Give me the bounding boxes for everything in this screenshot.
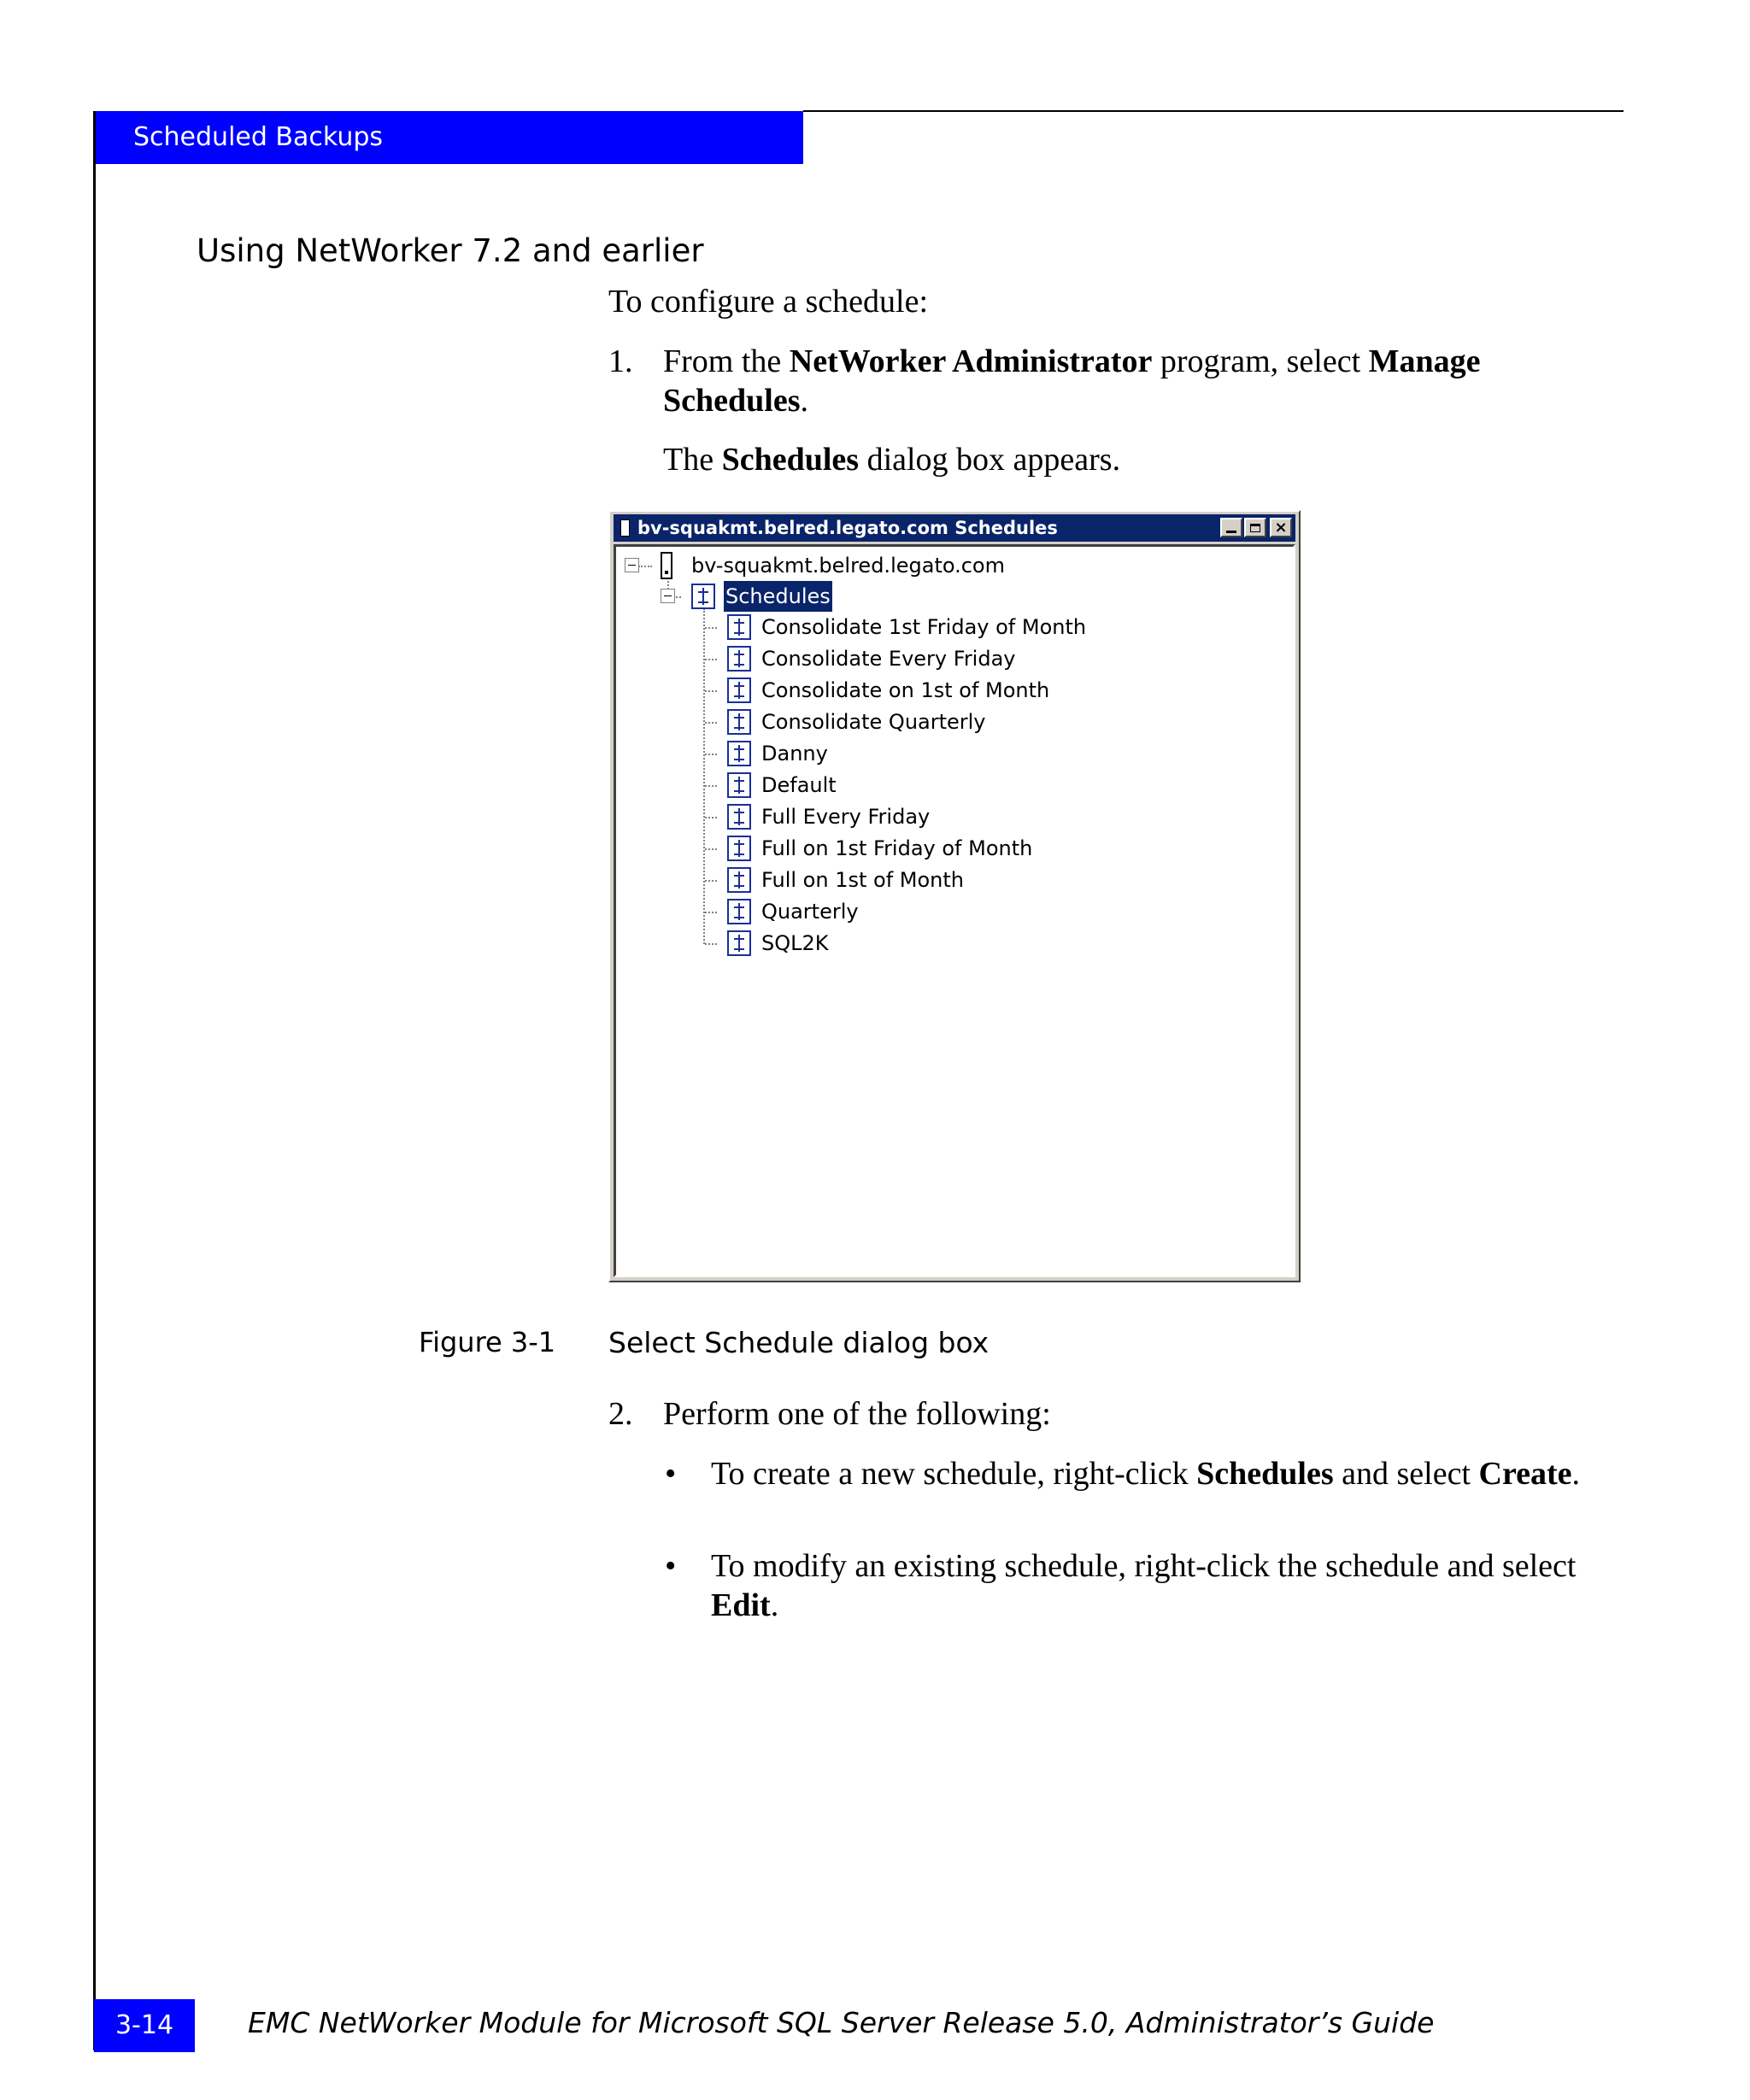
schedule-icon (727, 804, 751, 830)
schedule-tree-item[interactable] (616, 801, 1291, 832)
schedule-icon (727, 867, 751, 893)
schedule-name: Danny (761, 742, 828, 766)
step-2-text: Perform one of the following: (663, 1396, 1051, 1432)
schedule-name: Consolidate Quarterly (761, 710, 986, 734)
dialog-titlebar[interactable] (614, 514, 1295, 542)
schedule-icon (727, 836, 751, 861)
tree-node-label: Schedules (724, 581, 832, 612)
section-header-label: Scheduled Backups (133, 122, 384, 152)
schedule-name: Consolidate on 1st of Month (761, 678, 1050, 702)
schedule-name: Full on 1st of Month (761, 868, 964, 892)
schedules-term: Schedules (721, 442, 860, 478)
create-term: Create (1478, 1456, 1572, 1492)
page-number: 3-14 (94, 1999, 195, 2052)
maximize-button[interactable] (1244, 518, 1266, 537)
schedule-name: Consolidate Every Friday (761, 647, 1016, 671)
tree-node-label: bv-squakmt.belred.legato.com (691, 554, 1005, 578)
maximize-icon (1250, 524, 1260, 532)
tree-node-server[interactable] (616, 550, 1291, 581)
schedule-tree-item[interactable] (616, 865, 1291, 895)
schedule-tree-item[interactable] (616, 833, 1291, 864)
edit-term: Edit (711, 1587, 771, 1623)
dialog-title: bv-squakmt.belred.legato.com Schedules (637, 518, 1058, 538)
bullet-marker: • (665, 1456, 677, 1492)
schedule-name: Full Every Friday (761, 805, 931, 829)
schedule-tree-item[interactable] (616, 612, 1291, 642)
schedule-icon (727, 930, 751, 956)
schedule-name: Full on 1st Friday of Month (761, 836, 1033, 860)
schedule-name: Default (761, 773, 837, 797)
schedule-tree-item[interactable] (616, 770, 1291, 801)
schedule-tree[interactable] (614, 544, 1295, 1277)
step-2-number: 2. (608, 1396, 633, 1432)
schedule-tree-item[interactable] (616, 896, 1291, 927)
schedule-icon (727, 899, 751, 924)
bullet-marker: • (665, 1548, 677, 1584)
bullet-create-schedule: To create a new schedule, right-click Schedules and select Create. (711, 1456, 1581, 1492)
step-1-number: 1. (608, 343, 633, 379)
step-1-result: The Schedules dialog box appears. (663, 442, 1121, 478)
close-button[interactable] (1270, 518, 1292, 537)
collapse-toggle-icon[interactable] (625, 558, 639, 572)
schedule-icon (727, 646, 751, 672)
schedule-tree-item[interactable] (616, 675, 1291, 706)
step-1-text: From the NetWorker Administrator program, select Manage Schedules. (663, 343, 1481, 419)
schedule-icon (727, 614, 751, 640)
figure-number: Figure 3-1 (419, 1326, 556, 1358)
schedule-icon (727, 709, 751, 735)
intro-text: To configure a schedule: (608, 284, 929, 320)
schedules-term: Schedules (1196, 1456, 1334, 1492)
schedule-name: Quarterly (761, 900, 859, 924)
footer-title: EMC NetWorker Module for Microsoft SQL Server Release 5.0, Administrator’s Guide (248, 2006, 1435, 2039)
minimize-button[interactable] (1220, 518, 1242, 537)
manage-schedules-term: Manage Schedules (663, 343, 1481, 419)
minimize-icon (1226, 531, 1236, 533)
section-header-tab (94, 111, 803, 164)
schedule-icon (727, 772, 751, 798)
server-icon (661, 552, 672, 579)
schedule-tree-item[interactable] (616, 643, 1291, 674)
schedules-dialog (608, 510, 1301, 1282)
figure-caption: Select Schedule dialog box (608, 1326, 990, 1359)
header-rule (803, 110, 1624, 112)
schedule-name: Consolidate 1st Friday of Month (761, 615, 1087, 639)
tree-node-schedules[interactable] (616, 581, 1291, 612)
close-icon: × (1274, 518, 1288, 537)
section-heading: Using NetWorker 7.2 and earlier (197, 232, 704, 269)
schedule-icon (727, 678, 751, 703)
schedule-tree-item[interactable] (616, 707, 1291, 737)
bullet-modify-schedule: To modify an existing schedule, right-click the schedule and select Edit. (711, 1548, 1577, 1623)
schedule-tree-item[interactable] (616, 928, 1291, 959)
schedule-name: SQL2K (761, 931, 829, 955)
collapse-toggle-icon[interactable] (661, 589, 675, 603)
app-icon (620, 519, 630, 537)
networker-administrator-term: NetWorker Administrator (789, 343, 1153, 379)
left-margin-rule (93, 111, 96, 2050)
schedule-icon (691, 584, 715, 609)
schedule-tree-item[interactable] (616, 738, 1291, 769)
schedule-icon (727, 741, 751, 766)
